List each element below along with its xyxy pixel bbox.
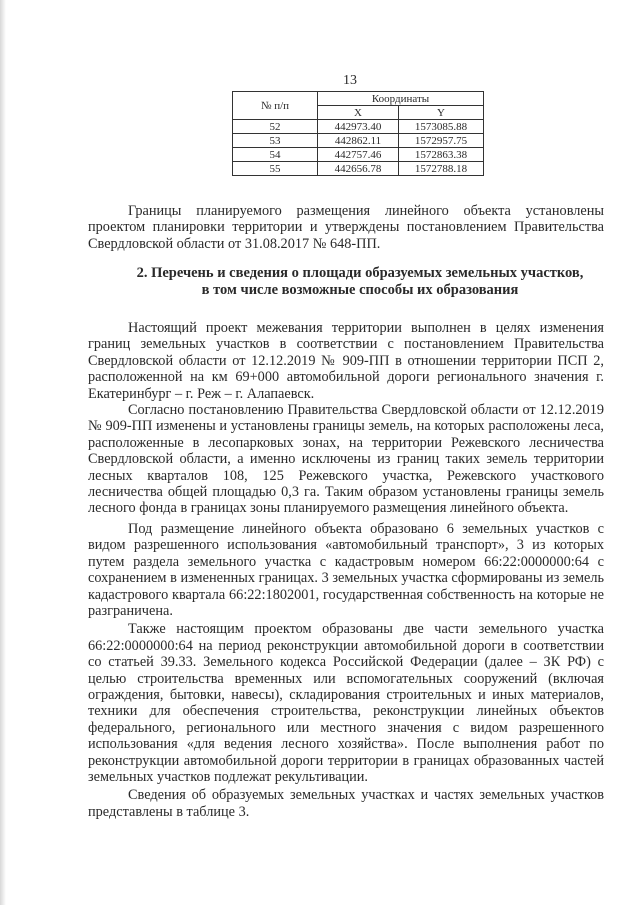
coordinates-table bbox=[232, 91, 484, 176]
table-header-x: X bbox=[318, 106, 399, 120]
scan-edge bbox=[0, 0, 6, 905]
body-text bbox=[88, 320, 604, 820]
row-y: 1572863.38 bbox=[399, 148, 484, 162]
paragraph: Также настоящим проектом образованы две части земельного участка 66:22:0000000:64 на период реконструкции автомобильной дороги в соответствии со статьей 39.33. Земельного кодекса Российской Федерации (далее – ЗК РФ) с целью строительства временных или вспомогательных сооружений (включая ограждения, бытовки, навесы), складирования строительных и иных материалов, техники для обеспечения строительства, реконструкции линейных объектов федерального, регионального или местного значения с видом разрешенного использования «для ведения лесного хозяйства». После выполнения работ по реконструкции автомобильной дороги территории в границах образованных частей земельных участков подлежат рекультивации. bbox=[88, 621, 604, 785]
row-x: 442973.40 bbox=[318, 120, 399, 134]
row-y: 1572957.75 bbox=[399, 134, 484, 148]
table-header-num: № п/п bbox=[233, 92, 318, 120]
row-y: 1573085.88 bbox=[399, 120, 484, 134]
intro-paragraph bbox=[88, 203, 604, 252]
section-heading bbox=[120, 265, 600, 299]
paragraph: Сведения об образуемых земельных участках и частях земельных участков представлены в таблице 3. bbox=[88, 787, 604, 820]
row-x: 442656.78 bbox=[318, 162, 399, 176]
intro-text: Границы планируемого размещения линейного объекта установлены проектом планировки территории и утверждены постановлением Правительства Свердловской области от 31.08.2017 № 648-ПП. bbox=[88, 203, 604, 252]
table-header-coords: Координаты bbox=[318, 92, 484, 106]
table-row bbox=[233, 162, 484, 176]
table-row bbox=[233, 120, 484, 134]
table-row bbox=[233, 148, 484, 162]
row-y: 1572788.18 bbox=[399, 162, 484, 176]
table-row bbox=[233, 134, 484, 148]
table-header-y: Y bbox=[399, 106, 484, 120]
row-x: 442862.11 bbox=[318, 134, 399, 148]
page-number: 13 bbox=[343, 73, 357, 88]
row-num: 53 bbox=[233, 134, 318, 148]
row-x: 442757.46 bbox=[318, 148, 399, 162]
paragraph: Согласно постановлению Правительства Свердловской области от 12.12.2019 № 909-ПП изменены и установлены границы земель, на которых расположены леса, расположенные в лесопарковых зонах, на территории Режевского лесничества Свердловской области, а именно исключены из границ таких земель территории лесных кварталов 108, 125 Режевского участка, Режевского участкового лесничества общей площадью 0,3 га. Таким образом установлены границы земель лесного фонда в границах зоны планируемого размещения линейного объекта. bbox=[88, 402, 604, 517]
paragraph: Под размещение линейного объекта образовано 6 земельных участков с видом разрешенного использования «автомобильный транспорт», 3 из которых путем раздела земельного участка с кадастровым номером 66:22:0000000:64 с сохранением в измененных границах. 3 земельных участка сформированы из земель кадастрового квартала 66:22:1802001, государственная собственность на которые не разграничена. bbox=[88, 520, 604, 619]
heading-line-1: 2. Перечень и сведения о площади образуемых земельных участков, bbox=[136, 265, 584, 281]
paragraph: Настоящий проект межевания территории выполнен в целях изменения границ земельных участков в соответствии с постановлением Правительства Свердловской области от 12.12.2019 № 909-ПП в отношении территории ПСП 2, расположенной на км 69+000 автомобильной дороги регионального значения г. Екатеринбург – г. Реж – г. Алапаевск. bbox=[88, 320, 604, 402]
row-num: 54 bbox=[233, 148, 318, 162]
row-num: 55 bbox=[233, 162, 318, 176]
heading-line-2: в том числе возможные способы их образования bbox=[201, 282, 519, 298]
row-num: 52 bbox=[233, 120, 318, 134]
